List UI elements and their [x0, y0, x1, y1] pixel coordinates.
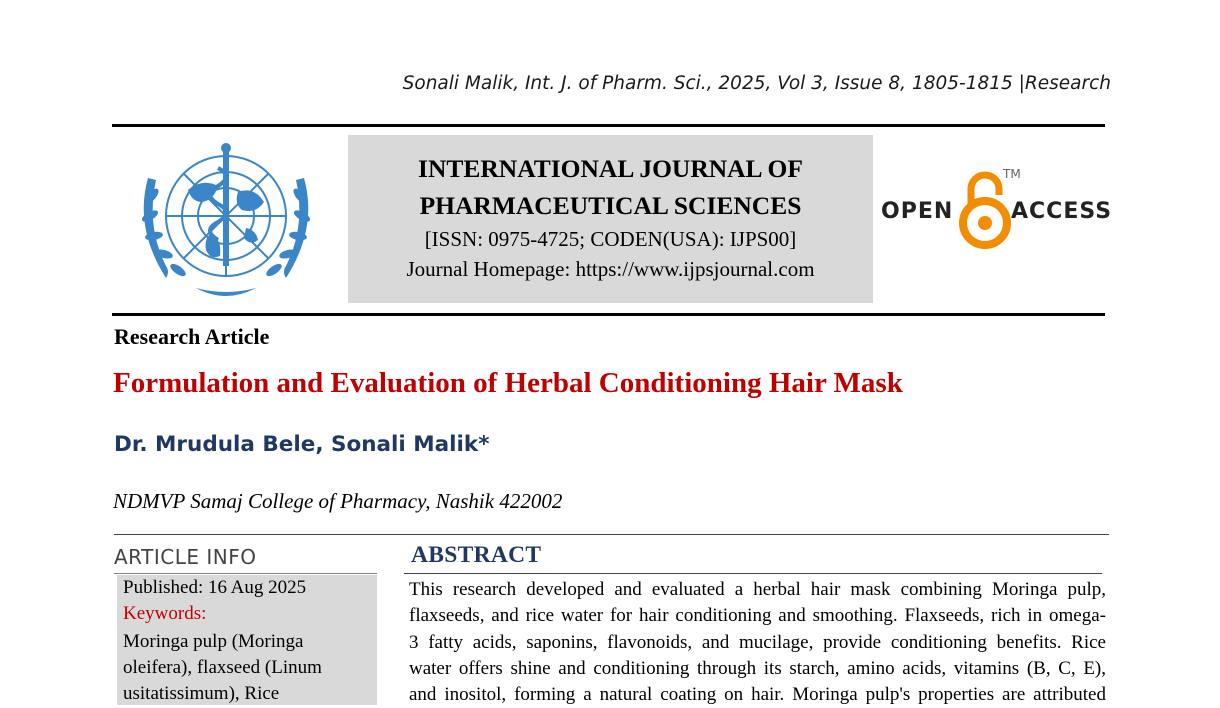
- article-info-rule: [114, 573, 377, 574]
- trademark-mark: TM: [1003, 167, 1021, 181]
- journal-emblem-logo: [126, 138, 326, 306]
- keywords-label: Keywords:: [123, 603, 207, 624]
- abstract-rule: [404, 573, 1102, 574]
- open-access-logo: [879, 165, 1113, 255]
- abstract-line: 3 fatty acids, saponins, flavonoids, and mucilage, provide conditioning benefits. Rice: [409, 631, 1106, 653]
- header-rule-bottom: [112, 313, 1105, 316]
- abstract-line: This research developed and evaluated a herbal hair mask combining Moringa pulp,: [409, 579, 1106, 600]
- journal-banner: [348, 135, 873, 303]
- abstract-body: [409, 577, 1106, 708]
- article-info-heading: ARTICLE INFO: [114, 545, 257, 569]
- affiliation: NDMVP Samaj College of Pharmacy, Nashik 422002: [113, 489, 563, 513]
- abstract-heading: ABSTRACT: [411, 542, 542, 568]
- abstract-line: water offers shine and conditioning through its starch, amino acids, vitamins (B, C, E),: [409, 657, 1106, 679]
- journal-issn: [ISSN: 0975-4725; CODEN(USA): IJPS00]: [424, 227, 797, 251]
- running-header: Sonali Malik, Int. J. of Pharm. Sci., 2025, Vol 3, Issue 8, 1805-1815 |Research: [402, 73, 1111, 94]
- open-access-word-open: OPEN: [881, 199, 954, 224]
- abstract-line: flaxseeds, and rice water for hair conditioning and smoothing. Flaxseeds, rich in omega-: [409, 605, 1106, 627]
- open-access-word-access: ACCESS: [1011, 199, 1113, 224]
- header-rule-top: [112, 124, 1105, 127]
- journal-title-line-1: INTERNATIONAL JOURNAL OF: [418, 154, 803, 183]
- journal-title-line-2: PHARMACEUTICAL SCIENCES: [419, 191, 802, 220]
- keywords-text: Moringa pulp (Moringa oleifera), flaxseed (Linum usitatissimum), Rice: [123, 631, 322, 704]
- published-date: Published: 16 Aug 2025: [123, 577, 307, 598]
- author-list: Dr. Mrudula Bele, Sonali Malik*: [114, 432, 490, 457]
- article-type: Research Article: [114, 324, 270, 349]
- section-divider: [114, 534, 1109, 535]
- paper-title: Formulation and Evaluation of Herbal Conditioning Hair Mask: [113, 367, 903, 399]
- abstract-line: and inositol, forming a natural coating on hair. Moringa pulp's properties are attributed: [409, 684, 1106, 706]
- article-info-box: [117, 575, 377, 705]
- journal-homepage: Journal Homepage: https://www.ijpsjournal.com: [406, 257, 815, 281]
